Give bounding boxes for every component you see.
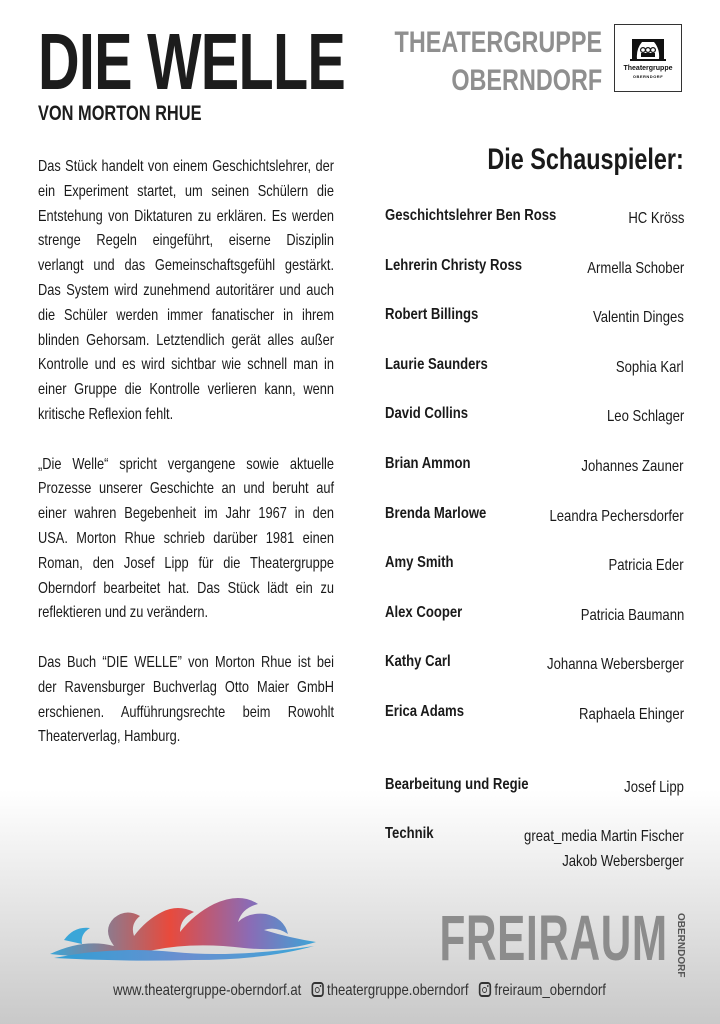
cast-role: Kathy Carl bbox=[385, 653, 451, 671]
logo-subtext: OBERNDORF bbox=[632, 74, 664, 79]
cast-row bbox=[385, 306, 684, 328]
cast-role: Laurie Saunders bbox=[385, 355, 488, 373]
freiraum-subtext: OBERNDORF bbox=[675, 913, 686, 978]
theater-group-name bbox=[394, 24, 602, 100]
crew-member-name: great_media Martin Fischer bbox=[524, 828, 684, 845]
crew-member bbox=[524, 825, 684, 874]
cast-actor: HC Kröss bbox=[627, 210, 684, 227]
group-name-line1: THEATERGRUPPE bbox=[394, 26, 602, 59]
cast-actor: Armella Schober bbox=[587, 259, 684, 277]
cast-actor: Leandra Pechersdorfer bbox=[549, 507, 684, 525]
cast-role: Geschichtslehrer Ben Ross bbox=[385, 207, 557, 224]
cast-row bbox=[385, 505, 684, 527]
wave-logo-icon bbox=[44, 882, 324, 962]
cast-row bbox=[385, 207, 684, 229]
cast-role: Lehrerin Christy Ross bbox=[385, 256, 523, 274]
cast-actor: Valentin Dinges bbox=[593, 309, 684, 327]
cast-row bbox=[385, 356, 684, 378]
freiraum-logo-subtext bbox=[672, 913, 686, 978]
description-paragraph: Das Stück handelt von einem Geschichtslehrer, der ein Experiment startet, um seinen Schülern die Entstehung von Diktaturen zu erklären. Es werden strenge Regeln eingeführt, eiserne Disziplin verlangt und das Gemeinschaftsgefühl gestärkt. Das System wird zunehmend autoritärer und auch die Schüler werden immer fanatischer in ihrem blinden Gehorsam. Letztendlich gerät alles außer Kontrolle und es wird sichtbar wie schnell man in einer Gruppe die Kontrolle verlieren kann, wenn kritische Reflexion fehlt. bbox=[38, 158, 334, 423]
instagram-link-theatergruppe[interactable]: theatergruppe.oberndorf bbox=[327, 982, 470, 999]
cast-heading: Die Schauspieler: bbox=[487, 143, 684, 176]
website-link[interactable]: www.theatergruppe-oberndorf.at bbox=[113, 982, 302, 999]
play-title: DIE WELLE bbox=[38, 17, 346, 106]
cast-actor: Raphaela Ehinger bbox=[578, 706, 684, 723]
cast-actor: Johanna Webersberger bbox=[547, 656, 684, 674]
cast-role: Brenda Marlowe bbox=[385, 504, 487, 522]
footer-links bbox=[0, 982, 720, 1004]
cast-row bbox=[385, 455, 684, 477]
cast-role: Robert Billings bbox=[385, 306, 479, 324]
crew-role: Bearbeitung und Regie bbox=[385, 776, 529, 793]
cast-role: David Collins bbox=[385, 405, 469, 423]
cast-role: Amy Smith bbox=[385, 554, 454, 572]
cast-actor: Patricia Eder bbox=[608, 557, 684, 575]
cast-row bbox=[385, 703, 684, 725]
crew-row bbox=[385, 825, 684, 873]
cast-actor: Johannes Zauner bbox=[581, 458, 684, 475]
play-author: VON MORTON RHUE bbox=[38, 102, 202, 125]
cast-row bbox=[385, 405, 684, 427]
freiraum-logo: FREIRAUM bbox=[439, 902, 668, 974]
crew-member bbox=[624, 776, 684, 801]
description-paragraph: Das Buch “DIE WELLE” von Morton Rhue ist bei der Ravensburger Buchverlag Otto Maier GmbH erschienen. Aufführungsrechte beim Rowohlt Theaterverlag, Hamburg. bbox=[38, 653, 334, 746]
instagram-icon bbox=[312, 982, 324, 997]
crew-role: Technik bbox=[385, 825, 434, 842]
crew-row bbox=[385, 776, 684, 798]
cast-actor: Leo Schlager bbox=[606, 408, 684, 426]
cast-row bbox=[385, 653, 684, 675]
cast-row bbox=[385, 554, 684, 576]
cast-role: Erica Adams bbox=[385, 703, 465, 720]
theater-stage-icon bbox=[615, 25, 681, 65]
crew-member-name: Josef Lipp bbox=[624, 779, 684, 796]
instagram-link-freiraum[interactable]: freiraum_oberndorf bbox=[494, 982, 607, 999]
description-paragraph: „Die Welle“ spricht vergangene sowie aktuelle Prozesse unserer Geschichte an und beruht auf einer wahren Begebenheit im Jahr 1967 in den USA. Morton Rhue schrieb darüber 1981 einen Roman, den Josef Lipp für die Theatergruppe Oberndorf bearbeitet hat. Das Stück lädt ein zu reflektieren und zu verändern. bbox=[38, 455, 334, 622]
logo-text: Theatergruppe bbox=[623, 65, 673, 72]
cast-row bbox=[385, 257, 684, 279]
cast-row bbox=[385, 604, 684, 626]
crew-member-name: Jakob Webersberger bbox=[562, 852, 684, 870]
group-name-line2: OBERNDORF bbox=[451, 64, 602, 97]
cast-role: Alex Cooper bbox=[385, 603, 463, 621]
play-description bbox=[38, 155, 334, 775]
theater-group-logo bbox=[614, 24, 682, 92]
cast-role: Brian Ammon bbox=[385, 455, 471, 472]
cast-actor: Sophia Karl bbox=[616, 358, 684, 376]
cast-actor: Patricia Baumann bbox=[580, 606, 684, 624]
instagram-icon bbox=[479, 982, 491, 997]
